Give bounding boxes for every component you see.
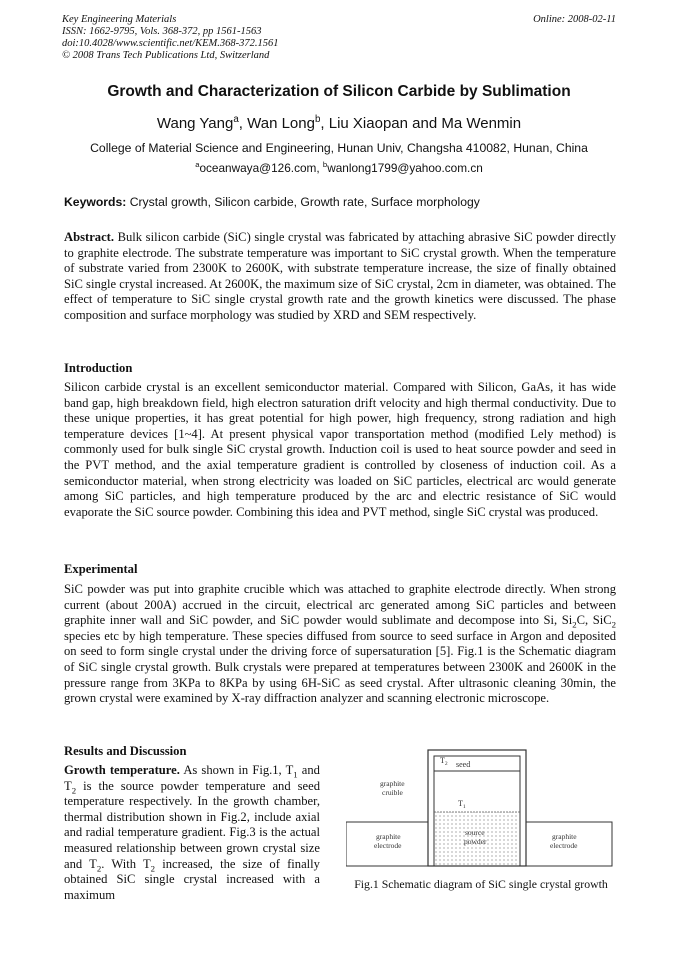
t1-label: $T_1$ <box>458 799 466 810</box>
source-label-1: source <box>465 828 485 837</box>
text-run: SiC powder was put into graphite crucible which was attached to graphite electrode directly. When strong current (about 200A) accrued in the circuit, electrical arc generated among SiC particles and between graphite inner wall and SiC powder, and SiC powder would sublimate and decompose into Si, Si <box>64 582 616 628</box>
email-b: wanlong1799@yahoo.com.cn <box>327 161 483 175</box>
schematic-figure <box>346 746 616 876</box>
experimental-text <box>64 582 616 707</box>
subscript: 2 <box>96 863 102 874</box>
email-a: oceanwaya@126.com, <box>199 161 323 175</box>
text-run: . With T <box>101 856 151 871</box>
left-electrode-label-1: graphite <box>376 832 401 841</box>
email-mark: b <box>322 160 328 170</box>
subscript: 2 <box>150 863 156 874</box>
section-heading-results: Results and Discussion <box>64 744 187 758</box>
results-text <box>64 763 320 903</box>
subsection-label: Growth temperature. <box>64 763 180 777</box>
subscript: 2 <box>572 619 577 630</box>
abstract-text: Bulk silicon carbide (SiC) single crystal was fabricated by attaching abrasive SiC powder directly to graphite electrode. The substrate temperature was important to SiC crystal growth. When the temperature of substrate varied from 2300K to 2600K, with substrate temperature increase, the size of finally obtained SiC single crystal increased. At 2600K, the maximum size of SiC crystal, 2cm in diameter, was obtained. The effect of temperature to SiC single crystal growth rate and the growth kinetics were discussed. The phase composition and surface morphology was studied by XRD and SEM respectively. <box>64 230 616 322</box>
t2-label: $T_2$ <box>440 756 448 767</box>
text-run: C, SiC <box>576 613 612 628</box>
figure-caption: Fig.1 Schematic diagram of SiC single crystal growth <box>354 877 608 891</box>
author-affiliation-mark: b <box>314 114 321 125</box>
section-heading-experimental: Experimental <box>64 562 138 576</box>
right-electrode-label-1: graphite <box>552 832 577 841</box>
email-mark: a <box>195 160 200 170</box>
subscript: 2 <box>611 619 616 630</box>
author-separator: , <box>238 115 248 132</box>
journal-name: Key Engineering Materials <box>62 14 177 25</box>
author-name: Ma Wenmin <box>441 115 522 132</box>
author-affiliation-mark: a <box>233 114 239 125</box>
affiliation: College of Material Science and Engineering, Hunan Univ, Changsha 410082, Hunan, China <box>90 141 588 155</box>
keywords-text: Crystal growth, Silicon carbide, Growth rate, Surface morphology <box>126 195 480 209</box>
subscript: 1 <box>293 769 298 780</box>
author-name: Liu Xiaopan <box>328 115 408 132</box>
abstract-label: Abstract. <box>64 230 115 244</box>
text-run: and T <box>64 763 320 793</box>
subscript: 2 <box>71 785 77 796</box>
crucible-label-1: graphite <box>380 779 405 788</box>
author-separator: and <box>407 115 442 132</box>
paper-title: Growth and Characterization of Silicon Carbide by Sublimation <box>107 83 571 100</box>
author-separator: , <box>320 115 329 132</box>
keywords-label: Keywords: <box>64 195 127 209</box>
doi: doi:10.4028/www.scientific.net/KEM.368-372.1561 <box>62 38 279 49</box>
abstract <box>64 230 616 324</box>
text-run: increased, the size of finally obtained SiC single crystal increased with a maximum <box>64 856 320 902</box>
left-electrode-label-2: electrode <box>374 841 402 850</box>
author-list <box>40 115 638 132</box>
copyright: © 2008 Trans Tech Publications Ltd, Switzerland <box>62 50 270 61</box>
text-run: As shown in Fig.1, T <box>179 763 294 777</box>
right-electrode-label-2: electrode <box>550 841 578 850</box>
keywords <box>64 195 616 209</box>
crucible-label-2: cruible <box>382 788 403 797</box>
issn: ISSN: 1662-9795, Vols. 368-372, pp 1561-1563 <box>62 26 262 37</box>
text-run: is the source powder temperature and seed temperature respectively. In the growth chamber, thermal distribution shown in Fig.2, include axial and radial temperature gradient. Fig.3 is the actual measured relationship between grown crystal size and T <box>64 778 320 871</box>
email-line <box>40 161 638 175</box>
author-name: Wan Long <box>247 115 315 132</box>
text-run: species etc by high temperature. These species diffused from source to seed surface in Argon and deposited on seed to form single crystal under the driving force of supersaturation [5]. Fig.1 is the Schematic diagram of SiC single crystal growth. Bulk crystals were prepared at temperatures between 2300K and 2600K in the pressure range from 3KPa to 8KPa by using 6H-SiC as seed crystal. After ultrasonic cleaning 30min, the grown crystal were examined by X-ray diffraction analyzer and scanning electronic microscope. <box>64 628 616 706</box>
source-label-2: powder <box>464 837 487 846</box>
online-date: Online: 2008-02-11 <box>533 14 616 25</box>
introduction-text: Silicon carbide crystal is an excellent semiconductor material. Compared with Silicon, GaAs, it has wide band gap, high breakdown field, high electron saturation drift velocity and high thermal conductivity. Due to these unique properties, it has great potential for high power, high frequency, strong radiation and high temperature devices [1~4]. At present physical vapor transportation method (modified Lely method) is commonly used for bulk single SiC crystal growth. Induction coil is used to heat source powder and seed in the PVT method, and the axial temperature gradient is controlled by closeness of induction coil. As a semiconductor material, when strong electricity was loaded on SiC particles, electrical arc would generate among SiC particles, and high temperature produced by the arc and electric resistance of SiC would evaporate the SiC source powder. Combining this idea and PVT method, single SiC crystal was produced. <box>64 380 616 519</box>
seed-label: seed <box>456 760 471 769</box>
author-name: Wang Yang <box>156 115 234 132</box>
page-header <box>62 14 616 62</box>
section-heading-introduction: Introduction <box>64 361 133 375</box>
